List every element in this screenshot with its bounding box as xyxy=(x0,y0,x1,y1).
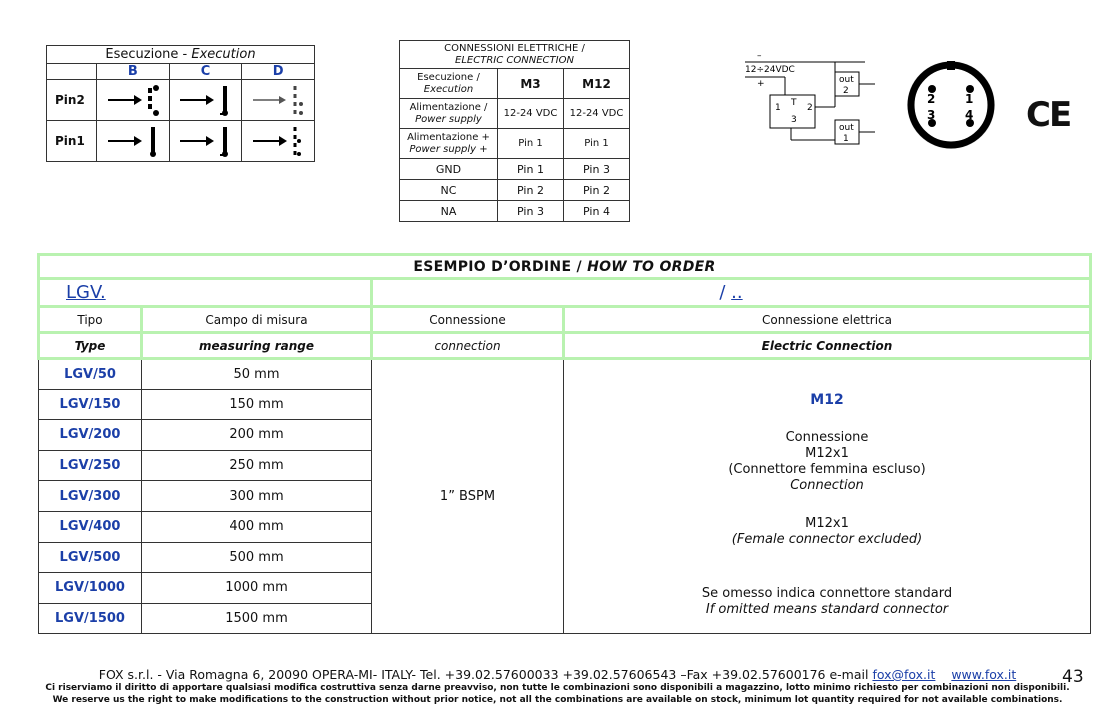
conn-m12-value: 12-24 VDC xyxy=(564,99,630,129)
contact-arrow-closed-icon xyxy=(170,80,240,120)
contact-arrow-closed-icon xyxy=(98,121,168,161)
conn-row-label: NC xyxy=(400,180,498,201)
wiring-out1: out xyxy=(839,123,854,133)
header-campo: Campo di misura xyxy=(142,307,372,333)
electric-line7: Se omesso indica connettore standard xyxy=(701,586,953,601)
connector-pin-2: 2 xyxy=(927,92,936,106)
electric-m12: M12 xyxy=(810,392,844,408)
connections-title-1: CONNESSIONI ELETTRICHE / xyxy=(444,42,585,54)
electric-connection-cell xyxy=(564,359,1091,634)
footer-website-link[interactable]: www.fox.it xyxy=(951,667,1017,682)
row-type: LGV/400 xyxy=(39,511,142,542)
wiring-plus: + xyxy=(757,79,765,89)
order-code-suffix[interactable] xyxy=(372,279,1091,307)
conn-m3-value: Pin 1 xyxy=(498,159,564,180)
conn-label-2: Power supply + xyxy=(409,143,488,155)
conn-m3-value: Pin 2 xyxy=(498,180,564,201)
electric-line6: (Female connector excluded) xyxy=(731,532,923,547)
header-type: Type xyxy=(39,333,142,359)
conn-m12-value: Pin 1 xyxy=(564,129,630,159)
footer-note-it: Ci riserviamo il diritto di apportare qualsiasi modifica costruttiva senza darne preavviso, non tutte le combinazioni sono disponibili a magazzino, lotto minimo richiesto per combinazioni non disponibili. xyxy=(45,683,1070,693)
row-type: LGV/50 xyxy=(39,359,142,390)
footer-note-en: We reserve us the right to make modifications to the construction without prior notice, not all the combinations are available on stock, minimum lot quantity required for not available combinations. xyxy=(52,695,1063,705)
row-type: LGV/250 xyxy=(39,450,142,481)
footer-email-link[interactable]: fox@fox.it xyxy=(872,667,936,682)
wiring-diagram xyxy=(735,50,885,150)
order-title-italic: HOW TO ORDER xyxy=(587,258,716,275)
electric-line5: M12x1 xyxy=(805,516,849,531)
row-type: LGV/150 xyxy=(39,389,142,420)
conn-label-2: Power supply xyxy=(415,113,482,125)
connector-pin-3: 3 xyxy=(927,108,936,122)
page-number: 43 xyxy=(1062,667,1084,687)
connector-pin-4: 4 xyxy=(965,108,974,122)
conn-m12-value: Pin 4 xyxy=(564,201,630,222)
order-code-prefix[interactable]: LGV. xyxy=(39,279,372,307)
header-tipo: Tipo xyxy=(39,307,142,333)
execution-corner xyxy=(47,64,97,80)
row-range: 1000 mm xyxy=(142,573,372,604)
row-range: 50 mm xyxy=(142,359,372,390)
contact-c-pin1 xyxy=(169,121,242,162)
execution-caption xyxy=(47,46,315,64)
exec-label-1: Esecuzione / xyxy=(417,71,480,83)
contact-d-pin1 xyxy=(242,121,315,162)
conn-m3-value: Pin 3 xyxy=(498,201,564,222)
order-title-text: ESEMPIO D’ORDINE / xyxy=(413,258,588,275)
row-range: 300 mm xyxy=(142,481,372,512)
execution-caption-text: Esecuzione - xyxy=(105,47,192,62)
order-table xyxy=(37,253,1092,634)
execution-col-d: D xyxy=(242,64,315,80)
wiring-out2: out xyxy=(839,75,854,85)
header-connessione: Connessione xyxy=(372,307,564,333)
wiring-out1-num: 1 xyxy=(843,134,849,144)
contact-arrow-faint-icon xyxy=(243,80,313,120)
conn-row-label xyxy=(400,99,498,129)
connections-table xyxy=(399,40,630,222)
execution-caption-italic: Execution xyxy=(191,47,256,62)
contact-c-pin2 xyxy=(169,80,242,121)
electric-line8: If omitted means standard connector xyxy=(705,602,949,617)
header-measuring-range: measuring range xyxy=(142,333,372,359)
contact-b-pin1 xyxy=(97,121,170,162)
wiring-n3: 3 xyxy=(791,115,797,125)
electric-line3: (Connettore femmina escluso) xyxy=(728,462,926,477)
electric-line1: Connessione xyxy=(785,430,869,445)
order-code-dots[interactable]: .. xyxy=(731,282,743,303)
m12-connector-pinout xyxy=(903,55,1003,155)
conn-row-label: GND xyxy=(400,159,498,180)
conn-m3-value: Pin 1 xyxy=(498,129,564,159)
col-m3: M3 xyxy=(498,69,564,99)
electric-line2: M12x1 xyxy=(805,446,849,461)
exec-label-2: Execution xyxy=(423,83,474,95)
execution-col-b: B xyxy=(97,64,170,80)
connection-value: 1” BSPM xyxy=(372,359,564,634)
contact-arrow-open-icon xyxy=(243,121,313,161)
row-type: LGV/200 xyxy=(39,420,142,451)
order-title xyxy=(39,255,1091,279)
wiring-out2-num: 2 xyxy=(843,86,849,96)
execution-col-c: C xyxy=(169,64,242,80)
contact-d-pin2 xyxy=(242,80,315,121)
connections-title-2: ELECTRIC CONNECTION xyxy=(455,54,574,66)
electric-line4: Connection xyxy=(790,478,864,493)
wiring-supply: 12÷24VDC xyxy=(745,65,795,75)
contact-arrow-open-icon xyxy=(98,80,168,120)
connections-title xyxy=(400,41,630,69)
connector-pin-1: 1 xyxy=(965,92,974,106)
order-code-slash: / xyxy=(719,282,726,303)
row-range: 200 mm xyxy=(142,420,372,451)
conn-m12-value: Pin 2 xyxy=(564,180,630,201)
row-range: 1500 mm xyxy=(142,603,372,634)
wiring-minus: – xyxy=(757,51,762,61)
conn-m3-value: 12-24 VDC xyxy=(498,99,564,129)
row-range: 250 mm xyxy=(142,450,372,481)
pin1-label: Pin1 xyxy=(47,121,97,162)
footer-address-line xyxy=(0,667,1115,682)
footer-address: FOX s.r.l. - Via Romagna 6, 20090 OPERA-MI- ITALY- Tel. +39.02.57600033 +39.02.57606543 –Fax +39.02.57600176 e-mail xyxy=(98,667,873,682)
wiring-n2: 2 xyxy=(807,103,813,113)
contact-b-pin2 xyxy=(97,80,170,121)
conn-row-label xyxy=(400,129,498,159)
wiring-t: T xyxy=(791,98,797,108)
connections-exec-label xyxy=(400,69,498,99)
row-range: 400 mm xyxy=(142,511,372,542)
header-connection: connection xyxy=(372,333,564,359)
pin2-label: Pin2 xyxy=(47,80,97,121)
row-type: LGV/1000 xyxy=(39,573,142,604)
conn-m12-value: Pin 3 xyxy=(564,159,630,180)
row-type: LGV/300 xyxy=(39,481,142,512)
conn-label-1: Alimentazione + xyxy=(407,131,490,143)
execution-table xyxy=(46,45,315,162)
header-electric-connection: Electric Connection xyxy=(564,333,1091,359)
row-type: LGV/500 xyxy=(39,542,142,573)
col-m12: M12 xyxy=(564,69,630,99)
row-range: 500 mm xyxy=(142,542,372,573)
contact-arrow-closed-icon xyxy=(170,121,240,161)
conn-row-label: NA xyxy=(400,201,498,222)
ce-mark: CE xyxy=(1026,95,1071,135)
header-connessione-elettrica: Connessione elettrica xyxy=(564,307,1091,333)
row-type: LGV/1500 xyxy=(39,603,142,634)
footer xyxy=(0,667,1115,706)
row-range: 150 mm xyxy=(142,389,372,420)
wiring-n1: 1 xyxy=(775,103,781,113)
conn-label-1: Alimentazione / xyxy=(409,101,488,113)
